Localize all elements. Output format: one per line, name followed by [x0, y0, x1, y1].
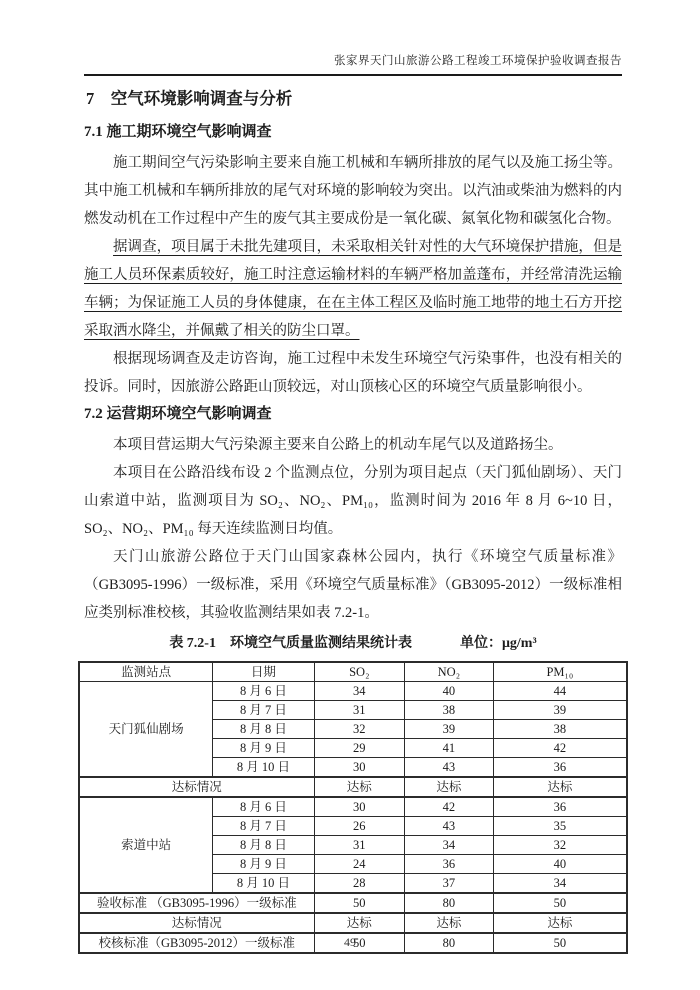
cell-date: 8 月 6 日 [213, 797, 314, 817]
cell-no2: 41 [404, 739, 493, 758]
paragraph-site-survey: 根据现场调查及走访咨询，施工过程中未发生环境空气污染事件，也没有相关的投诉。同时，因旅游公路距山顶较远，对山顶核心区的环境空气质量影响很小。 [84, 351, 622, 395]
col-header-so2: SO₂ [314, 662, 404, 682]
compliance-row [79, 777, 627, 797]
standard-label: 校核标准（GB3095-2012）一级标准 [79, 933, 314, 953]
cell-pm10: 50 [493, 933, 627, 953]
cell-no2: 40 [404, 682, 493, 701]
paragraph-mitigation-underlined: 据调查，项目属于未批先建项目，未采取相关针对性的大气环境保护措施，但是施工人员环保素质较好，施工时注意运输材料的车辆严格加盖蓬布，并经常清洗运输车辆；为保证施工人员的身体健康，在在主体工程区及临时施工地带的地土石方开挖采取洒水降尘，并佩戴了相关的防尘口罩。 [84, 239, 622, 339]
cell-no2: 36 [404, 855, 493, 874]
cell-so2: 26 [314, 817, 404, 836]
cell-date: 8 月 6 日 [213, 682, 314, 701]
cell-pm10: 36 [493, 758, 627, 778]
cell-pm10: 达标 [493, 913, 627, 933]
col-header-station: 监测站点 [79, 662, 213, 682]
standard-label: 验收标准 （GB3095-1996）一级标准 [79, 893, 314, 913]
cell-no2: 80 [404, 933, 493, 953]
header-title: 张家界天门山旅游公路工程竣工环境保护验收调查报告 [334, 55, 622, 67]
paragraph-standards: 天门山旅游公路位于天门山国家森林公园内，执行《环境空气质量标准》（GB3095-1996）一级标准，采用《环境空气质量标准》（GB3095-2012）一级标准相应类别标准校核，其验收监测结果如表 7.2-1。 [84, 549, 622, 621]
cell-no2: 80 [404, 893, 493, 913]
cell-so2: 24 [314, 855, 404, 874]
cell-so2: 30 [314, 758, 404, 778]
cell-pm10: 44 [493, 682, 627, 701]
cell-date: 8 月 8 日 [213, 836, 314, 855]
cell-no2: 37 [404, 874, 493, 894]
page-header [84, 52, 622, 76]
cell-pm10: 39 [493, 701, 627, 720]
station1-name-cell: 天门狐仙剧场 [79, 682, 213, 778]
cell-date: 8 月 10 日 [213, 874, 314, 894]
paragraph-operation-sources: 本项目营运期大气污染源主要来自公路上的机动车尾气以及道路扬尘。 [113, 437, 563, 453]
cell-so2: 30 [314, 797, 404, 817]
cell-pm10: 42 [493, 739, 627, 758]
table-caption: 表 7.2-1 环境空气质量监测结果统计表 [169, 636, 412, 651]
cell-no2: 达标 [404, 777, 493, 797]
cell-so2: 29 [314, 739, 404, 758]
col-header-date: 日期 [213, 662, 314, 682]
page-content [84, 86, 622, 954]
paragraph-construction-emissions: 施工期间空气污染影响主要来自施工机械和车辆所排放的尾气以及施工扬尘等。其中施工机械和车辆所排放的尾气对环境的影响较为突出。以汽油或柴油为燃料的内燃发动机在工作过程中产生的废气其主要成份是一氧化碳、氮氧化物和碳氢化合物。 [84, 155, 622, 227]
section-7-1-heading: 7.1 施工期环境空气影响调查 [84, 124, 272, 140]
col-header-no2: NO₂ [404, 662, 493, 682]
cell-so2: 50 [314, 933, 404, 953]
cell-so2: 31 [314, 836, 404, 855]
cell-pm10: 50 [493, 893, 627, 913]
cell-date: 8 月 9 日 [213, 855, 314, 874]
cell-no2: 43 [404, 817, 493, 836]
cell-date: 8 月 9 日 [213, 739, 314, 758]
cell-so2: 达标 [314, 777, 404, 797]
cell-so2: 31 [314, 701, 404, 720]
cell-no2: 达标 [404, 913, 493, 933]
section-7-2-heading: 7.2 运营期环境空气影响调查 [84, 406, 272, 422]
cell-so2: 50 [314, 893, 404, 913]
cell-no2: 34 [404, 836, 493, 855]
compliance-row [79, 913, 627, 933]
compliance-label: 达标情况 [79, 913, 314, 933]
cell-date: 8 月 8 日 [213, 720, 314, 739]
paragraph-monitoring-points: 本项目在公路沿线布设 2 个监测点位，分别为项目起点（天门狐仙剧场）、天门山索道中站，监测项目为 SO₂、NO₂、PM₁₀，监测时间为 2016 年 8 月 6~10 日，SO₂、NO₂、PM₁₀ 每天连续监测日均值。 [84, 465, 622, 537]
cell-pm10: 36 [493, 797, 627, 817]
col-header-pm10: PM₁₀ [493, 662, 627, 682]
cell-so2: 32 [314, 720, 404, 739]
cell-so2: 达标 [314, 913, 404, 933]
table-header-row [79, 662, 627, 682]
cell-pm10: 35 [493, 817, 627, 836]
cell-no2: 43 [404, 758, 493, 778]
cell-pm10: 38 [493, 720, 627, 739]
page-number: 49 [344, 935, 356, 949]
cell-pm10: 达标 [493, 777, 627, 797]
table-row [79, 682, 627, 701]
cell-date: 8 月 10 日 [213, 758, 314, 778]
cell-so2: 28 [314, 874, 404, 894]
cell-no2: 42 [404, 797, 493, 817]
table-unit-label: 单位：μg/m³ [459, 636, 537, 651]
compliance-label: 达标情况 [79, 777, 314, 797]
section-7-heading: 7 空气环境影响调查与分析 [86, 89, 293, 108]
station2-name-cell: 索道中站 [79, 797, 213, 893]
acceptance-standard-row [79, 893, 627, 913]
cell-pm10: 40 [493, 855, 627, 874]
cell-so2: 34 [314, 682, 404, 701]
cell-no2: 38 [404, 701, 493, 720]
cell-no2: 39 [404, 720, 493, 739]
cell-date: 8 月 7 日 [213, 701, 314, 720]
cell-date: 8 月 7 日 [213, 817, 314, 836]
table-row [79, 797, 627, 817]
air-quality-monitoring-table [78, 661, 628, 954]
cell-pm10: 32 [493, 836, 627, 855]
table-caption-row [84, 633, 622, 655]
cell-pm10: 34 [493, 874, 627, 894]
